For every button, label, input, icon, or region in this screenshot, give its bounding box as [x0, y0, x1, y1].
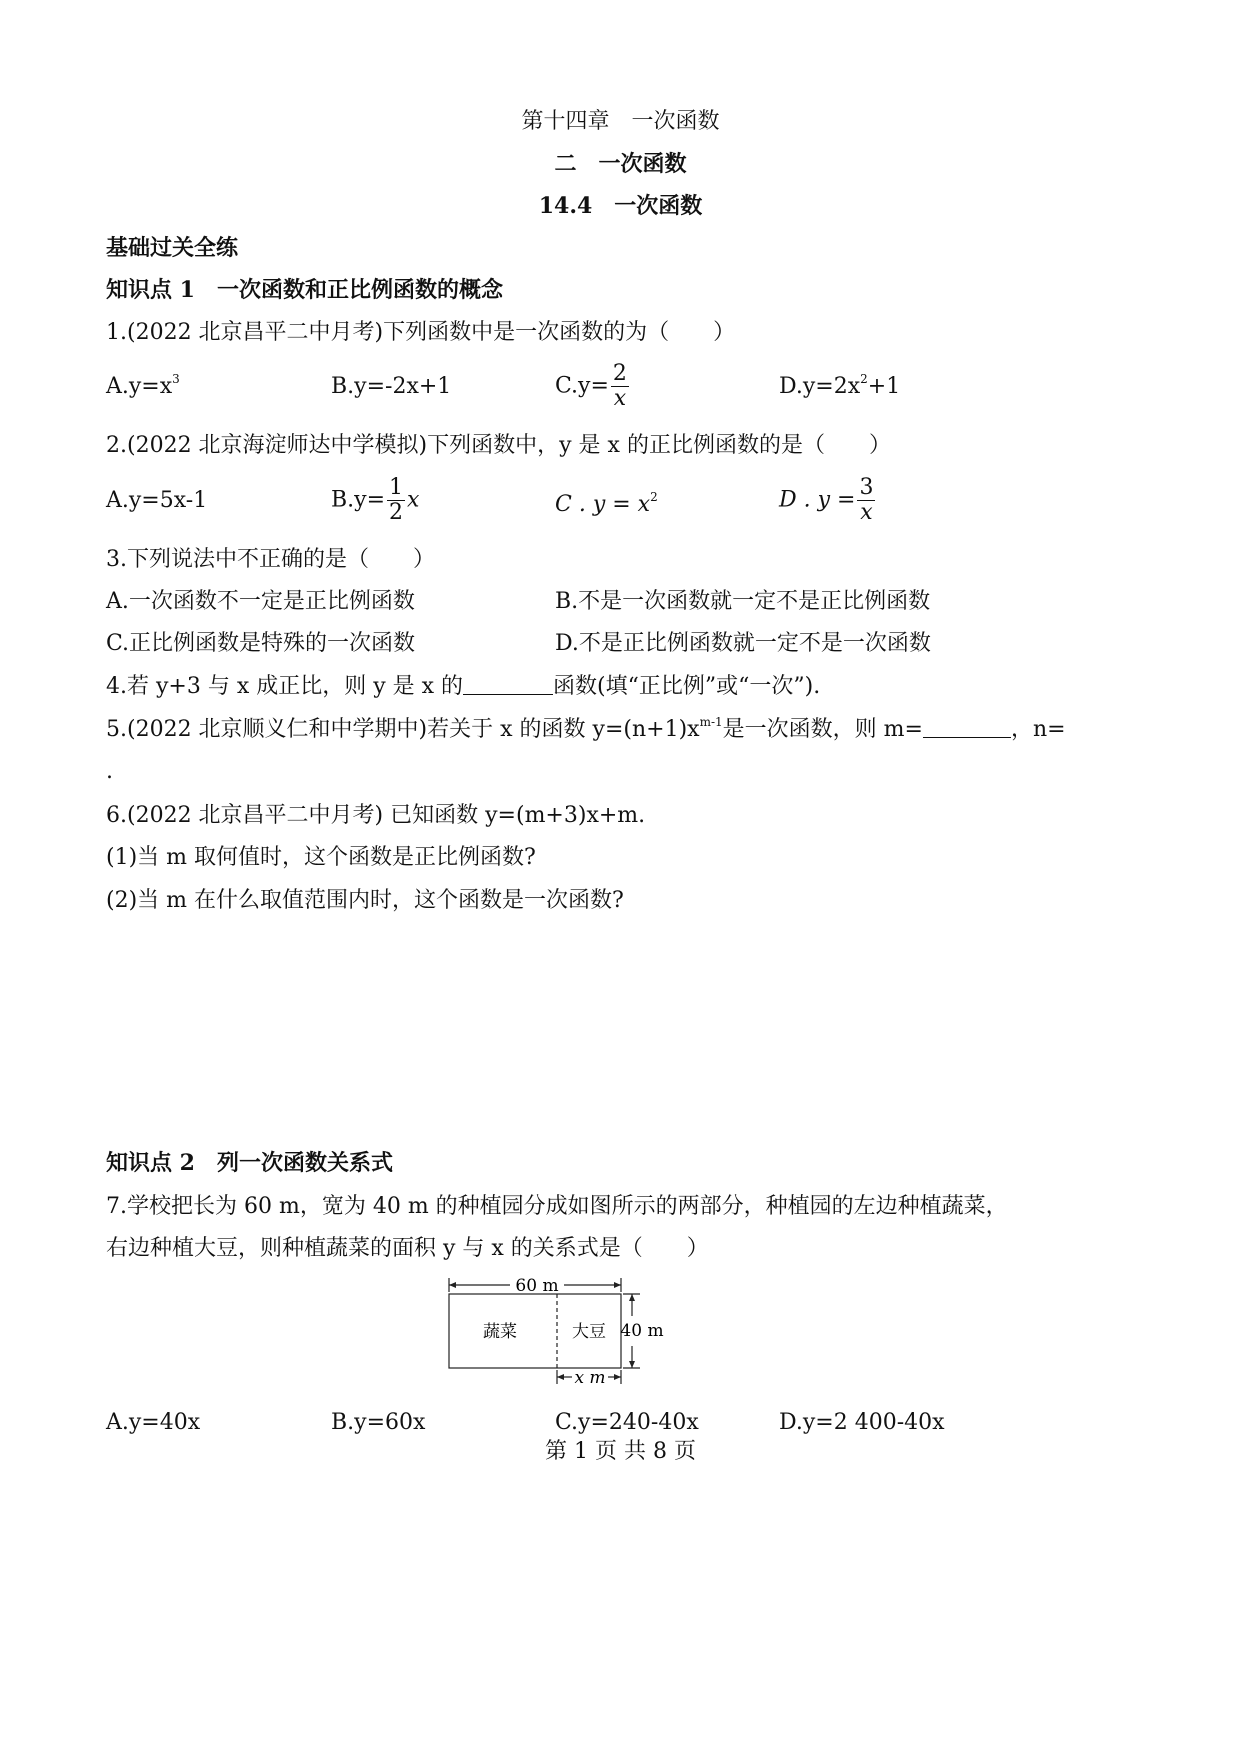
- question-3-option-c: C.正比例函数是特殊的一次函数: [106, 631, 416, 656]
- question-3-stem: 3.下列说法中不正确的是（ ）: [106, 547, 435, 572]
- question-3-option-d: D.不是正比例函数就一定不是一次函数: [555, 631, 931, 656]
- question-2-option-b: B.y= $\frac{1}{2}$ x: [331, 475, 420, 525]
- fraction: $\frac{3}{x}$: [859, 475, 874, 525]
- question-1-option-c: C.y= $\frac{2}{x}$: [555, 361, 627, 411]
- question-1-option-b: B.y=-2x+1: [331, 374, 452, 399]
- figure-top-label: 60 m: [515, 1276, 559, 1296]
- figure-right-region: 大豆: [572, 1322, 606, 1342]
- question-2-option-a: A.y=5x-1: [106, 488, 208, 513]
- figure-bottom-label: x m: [574, 1368, 606, 1388]
- question-7-line-1: 7.学校把长为 60 m，宽为 40 m 的种植园分成如图所示的两部分，种植园的左边种植蔬菜，: [106, 1194, 1008, 1219]
- question-6-part-2: (2)当 m 在什么取值范围内时，这个函数是一次函数?: [106, 888, 624, 913]
- subsection-title: 14.4 一次函数: [538, 193, 703, 219]
- answer-blank: [923, 717, 1011, 738]
- question-6-part-1: (1)当 m 取何值时，这个函数是正比例函数?: [106, 845, 536, 870]
- fraction: $\frac{2}{x}$: [612, 361, 627, 411]
- garden-figure: [440, 1272, 680, 1392]
- question-7-option-d: D.y=2 400-40x: [779, 1410, 945, 1435]
- figure-right-label: 40 m: [620, 1321, 664, 1341]
- answer-blank: [463, 674, 553, 695]
- fraction: $\frac{1}{2}$: [389, 475, 404, 525]
- question-7-option-b: B.y=60x: [331, 1410, 426, 1435]
- question-2-option-c: C . $y = x^2$: [555, 490, 658, 517]
- question-7-option-a: A.y=40x: [106, 1410, 201, 1435]
- question-4: 4.若 y+3 与 x 成正比，则 y 是 x 的 函数(填“正比例”或“一次”).: [106, 674, 821, 699]
- question-5-end: .: [106, 759, 113, 784]
- question-2-stem: 2.(2022 北京海淀师达中学模拟)下列函数中，y 是 x 的正比例函数的是（ ）: [106, 433, 891, 458]
- knowledge-point-1-title: 知识点 1 一次函数和正比例函数的概念: [106, 277, 503, 303]
- knowledge-point-2-title: 知识点 2 列一次函数关系式: [106, 1150, 393, 1176]
- question-1-option-d: $D.y=2x^2+1$: [779, 372, 901, 399]
- question-6-stem: 6.(2022 北京昌平二中月考) 已知函数 y=(m+3)x+m.: [106, 803, 646, 828]
- practice-title: 基础过关全练: [106, 235, 239, 261]
- question-5: 5.(2022 北京顺义仁和中学期中)若关于 x 的函数 $y=(n+1)x^{m-1}$是一次函数，则 m= ，n=: [106, 715, 1066, 742]
- page-footer: 第 1 页 共 8 页: [545, 1439, 696, 1464]
- chapter-title: 第十四章 一次函数: [521, 109, 720, 134]
- question-3-option-a: A.一次函数不一定是正比例函数: [106, 589, 415, 614]
- section-title: 二 一次函数: [554, 151, 687, 177]
- figure-left-region: 蔬菜: [483, 1322, 517, 1342]
- question-7-line-2: 右边种植大豆，则种植蔬菜的面积 y 与 x 的关系式是（ ）: [106, 1236, 709, 1261]
- question-1-option-a: $A.y=x^3$: [106, 372, 180, 399]
- question-7-option-c: C.y=240-40x: [555, 1410, 699, 1435]
- question-2-option-d: D . y = $\frac{3}{x}$: [779, 475, 874, 525]
- question-3-option-b: B.不是一次函数就一定不是正比例函数: [555, 589, 931, 614]
- question-1-stem: 1.(2022 北京昌平二中月考)下列函数中是一次函数的为（ ）: [106, 320, 736, 345]
